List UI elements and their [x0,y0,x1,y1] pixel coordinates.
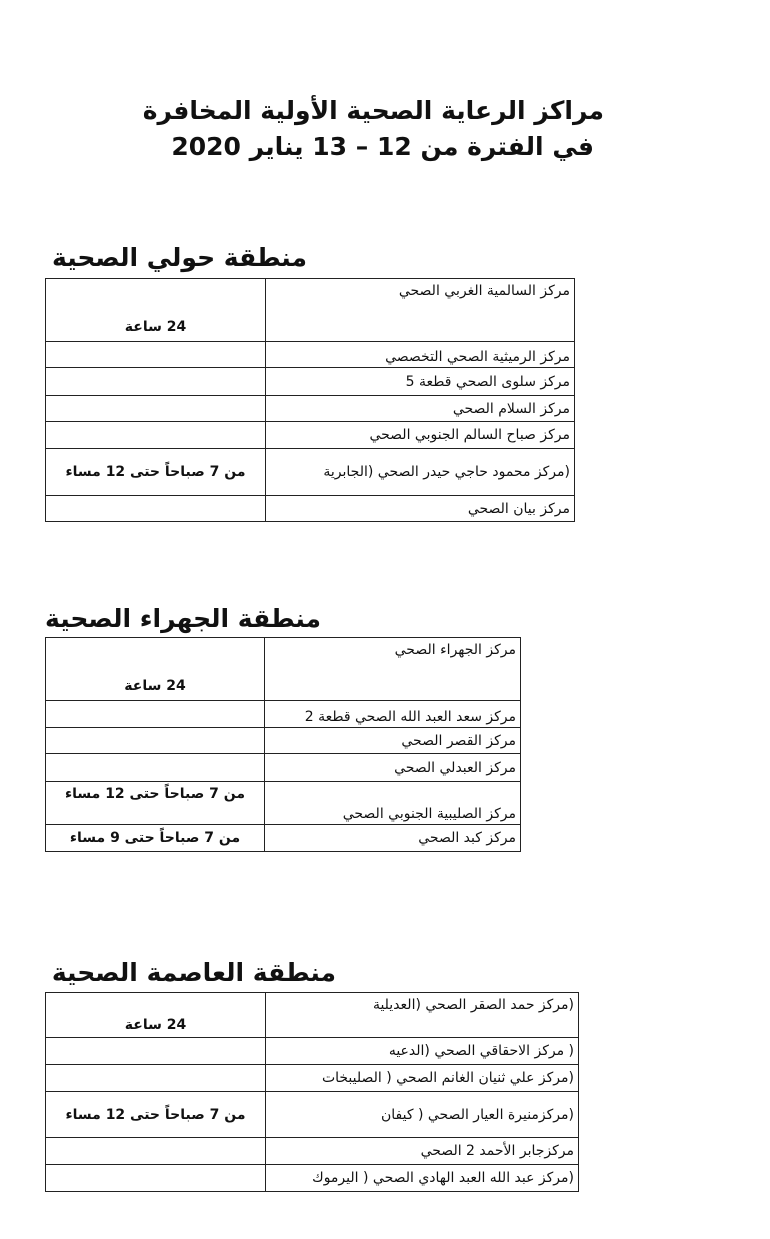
table-row [46,728,521,754]
center-name: مركز سلوى الصحي قطعة 5 [266,368,575,396]
center-name: مركز الصليبية الجنوبي الصحي [265,782,521,825]
table-row [46,825,521,852]
center-name: مركز العبدلي الصحي [265,754,521,782]
table-row [46,1165,579,1192]
table-row [46,368,575,396]
document-title-line1: مراكز الرعاية الصحية الأولية المخافرة [142,96,604,125]
table-row [46,279,575,342]
center-hours [46,1065,266,1092]
center-hours [46,1038,266,1065]
jahra-centers-table [45,637,521,852]
table-row [46,1092,579,1138]
center-name: (مركز محمود حاجي حيدر الصحي (الجابرية [266,449,575,496]
region-title-jahra: منطقة الجهراء الصحية [45,604,321,633]
table-row [46,496,575,522]
table-row [46,754,521,782]
center-hours [46,754,265,782]
center-hours [46,368,266,396]
hawalli-centers-table [45,278,575,522]
center-hours [46,422,266,449]
center-hours [46,1138,266,1165]
table-row [46,993,579,1038]
center-hours: من 7 صباحاً حتى 12 مساء [46,1092,266,1138]
region-title-capital: منطقة العاصمة الصحية [51,958,336,987]
center-hours [46,396,266,422]
center-name: مركز بيان الصحي [266,496,575,522]
center-hours: من 7 صباحاً حتى 12 مساء [46,449,266,496]
table-row [46,638,521,701]
center-name: مركز الرميثية الصحي التخصصي [266,342,575,368]
center-hours [46,728,265,754]
table-row [46,1038,579,1065]
center-name: ( مركز الاحقاقي الصحي (الدعيه [266,1038,579,1065]
center-name: (مركزمنيرة العيار الصحي ( كيفان [266,1092,579,1138]
center-hours [46,342,266,368]
center-name: (مركز حمد الصقر الصحي (العديلية [266,993,579,1038]
center-name: مركزجابر الأحمد 2 الصحي [266,1138,579,1165]
center-name: (مركز علي ثنيان الغانم الصحي ( الصليبخات [266,1065,579,1092]
center-hours [46,701,265,728]
center-name: مركز كبد الصحي [265,825,521,852]
center-name: مركز الجهراء الصحي [265,638,521,701]
center-name: مركز السالمية الغربي الصحي [266,279,575,342]
table-row [46,396,575,422]
table-row [46,782,521,825]
center-hours: 24 ساعة [46,279,266,342]
center-hours [46,496,266,522]
table-row [46,422,575,449]
table-row [46,701,521,728]
table-row [46,1138,579,1165]
center-hours: من 7 صباحاً حتى 9 مساء [46,825,265,852]
table-row [46,1065,579,1092]
center-name: مركز السلام الصحي [266,396,575,422]
center-name: مركز صباح السالم الجنوبي الصحي [266,422,575,449]
center-name: مركز القصر الصحي [265,728,521,754]
capital-centers-table [45,992,579,1192]
center-hours: 24 ساعة [46,993,266,1038]
center-hours: 24 ساعة [46,638,265,701]
center-hours: من 7 صباحاً حتى 12 مساء [46,782,265,825]
table-row [46,449,575,496]
table-row [46,342,575,368]
center-hours [46,1165,266,1192]
center-name: (مركز عبد الله العبد الهادي الصحي ( اليرموك [266,1165,579,1192]
document-title-line2: في الفترة من 12 – 13 يناير 2020 [171,132,594,161]
center-name: مركز سعد العبد الله الصحي قطعة 2 [265,701,521,728]
region-title-hawalli: منطقة حولي الصحية [52,243,307,272]
